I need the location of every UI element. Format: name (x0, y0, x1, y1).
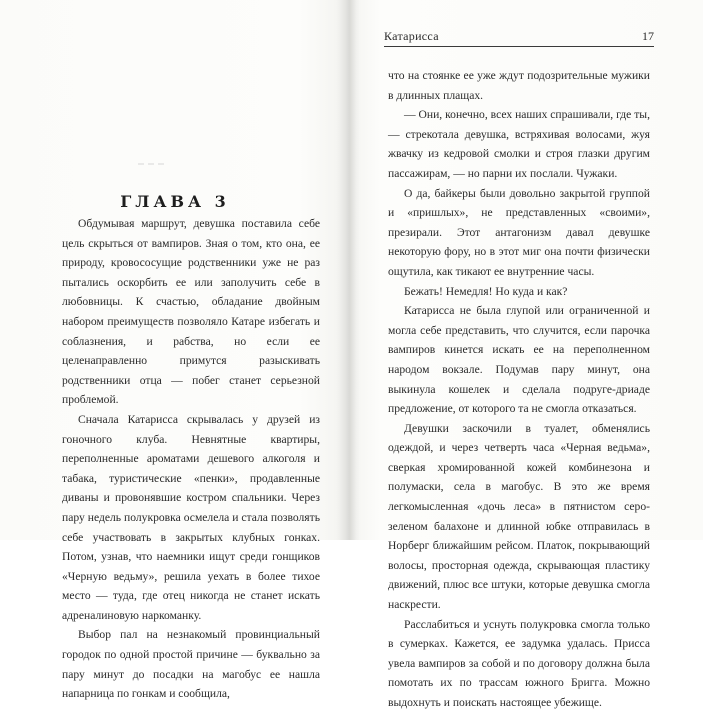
paragraph: Катарисса не была глупой или ограниченной и могла себе представить, что случится, если парочка вампиров кинется искать ее на переполненном народом вокзале. Подумав пару минут, она выкинула кошелек и сделала подруге-дриаде предложение, от которого та не смогла отказаться. (388, 304, 650, 416)
paragraph: Выбор пал на незнакомый провинциальный городок по одной простой причине — буквально за пару минут до посадки на магобус ее нашла напарница по гонкам и сообщила, (62, 628, 320, 701)
paragraph: Бежать! Немедля! Но куда и как? (404, 284, 568, 298)
left-page-body (62, 214, 320, 704)
right-page (356, 0, 703, 709)
continued-paragraph: что на стоянке ее уже ждут подозрительные мужики в длинных плащах. (388, 69, 650, 102)
paragraph: — Они, конечно, всех наших спрашивали, где ты, — стрекотала девушка, встряхивая волосами, жуя жвачку из кедровой смолки и строя глазки другим пассажирам, — но парни их послали. Чужаки. (388, 108, 650, 180)
page-number: 17 (642, 29, 654, 43)
right-page-body (388, 66, 650, 713)
paragraph: Расслабиться и уснуть полукровка смогла только в сумерках. Кажется, ее задумка удалась. Присса увела вампиров за собой и по договору должна была помотать их по трассам южного Бригга. Можно выдохнуть и поискать настоящее убежище. (388, 617, 650, 709)
paragraph: О да, байкеры были довольно закрытой группой и «пришлых», не представленных «своими», презирали. Этот антагонизм давал девушке некоторую фору, но в этот миг она почти физически ощутила, как тикают ее внутренние часы. (388, 186, 650, 278)
left-page (0, 0, 350, 701)
header-rule (384, 46, 654, 47)
running-title: Катарисса (384, 29, 439, 43)
faint-bleedthrough-mark (138, 150, 178, 164)
chapter-heading: ГЛАВА 3 (120, 192, 230, 211)
paragraph: Девушки заскочили в туалет, обменялись одеждой, и через четверть часа «Черная ведьма», сверкая хромированной кожей комбинезона и полумаски, села в магобус. В это же время легкомысленная «дочь леса» в пятнистом серо-зеленом балахоне и длинной юбке отправилась в Норберг ближайшим рейсом. Платок, покрывающий волосы, просторная одежда, скрывающая пластику движений, плюс все штуки, которые девушка смогла наскрести. (388, 421, 650, 612)
paragraph: Обдумывая маршрут, девушка поставила себе цель скрыться от вампиров. Зная о том, кто она, ее природу, кровососущие родственники уже не раз пытались оскорбить ее или заполучить себе в любовницы. К счастью, обладание двойным набором преимуществ позволяло Катаре избегать и соблазнения, и рабства, но если ее целенаправленно примутся разыскивать родственники отца — побег станет серьезной проблемой. (62, 217, 320, 407)
running-header (356, 0, 703, 60)
paragraph: Сначала Катарисса скрывалась у друзей из гоночного клуба. Невнятные квартиры, переполненные ароматами дешевого алкоголя и табака, туристические «пенки», продавленные диваны и провонявшие костром спальники. Через пару недель полукровка осмелела и стала позволять себе участвовать в закрытых клубных гонках. Потом, узнав, что наемники ищут среди гонщиков «Черную ведьму», решила уехать в более тихое место — туда, где отец никогда не станет искать адреналиновую наркоманку. (62, 412, 320, 622)
